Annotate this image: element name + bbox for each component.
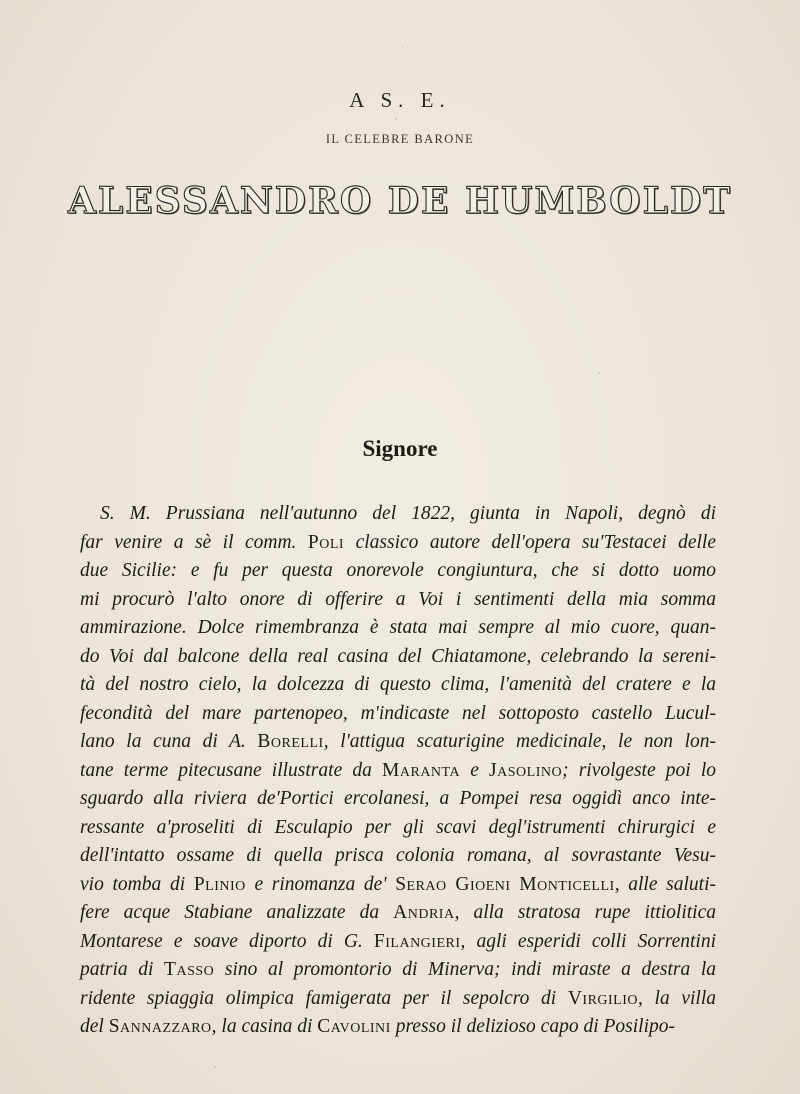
text-run: classico autore dell'opera su'Testacei delle <box>344 531 717 553</box>
text-run: patria di <box>80 959 165 980</box>
text-line <box>80 671 716 700</box>
text-run: due Sicilie: e fu per questa onorevole congiuntura, che si dotto uomo <box>80 560 716 581</box>
text-line <box>80 529 716 558</box>
ornamental-title: ALESSANDRO DE HUMBOLDT <box>68 180 732 222</box>
proper-name: Plinio <box>193 873 246 895</box>
proper-name: Gioeni <box>455 873 511 895</box>
text-run: , la villa <box>638 987 717 1009</box>
text-line <box>80 614 716 643</box>
text-run: fecondità del mare partenopeo, m'indicaste nel sottoposto castello Lucul- <box>80 702 716 724</box>
text-run: do Voi dal balcone della real casina del Chiatamone, celebrando la sereni- <box>80 645 716 667</box>
text-line <box>80 586 716 615</box>
dedication-heading: A S. E. <box>349 88 451 112</box>
proper-name: Andria <box>393 902 455 923</box>
proper-name: Jasolino <box>489 759 563 781</box>
text-run: del <box>80 1016 109 1037</box>
text-line <box>80 956 716 985</box>
text-run: ammirazione. Dolce rimembranza è stata mai sempre al mio cuore, quan- <box>80 617 716 638</box>
letter-body <box>80 500 716 1042</box>
text-line <box>80 500 716 529</box>
text-line <box>80 899 716 928</box>
paper-speck <box>395 118 397 120</box>
text-line <box>80 985 716 1014</box>
text-run: tà del nostro cielo, la dolcezza di questo clima, l'amenità del cratere e la <box>80 674 716 695</box>
text-run: S. M. Prussiana nell'autunno del 1822, giunta in Napoli, degnò di <box>100 503 716 524</box>
text-line <box>80 1013 716 1042</box>
text-run: e <box>460 759 490 781</box>
proper-name: Tasso <box>164 959 215 980</box>
text-line <box>80 842 716 871</box>
paper-speck <box>598 372 600 374</box>
proper-name: Borelli <box>257 731 324 752</box>
text-run: , agli esperidi colli Sorrentini <box>460 930 716 952</box>
text-run <box>511 874 520 895</box>
text-run: Montarese e soave diporto di G. <box>80 930 374 952</box>
paper-speck <box>214 1066 216 1068</box>
proper-name: Virgilio <box>567 987 639 1009</box>
text-line <box>80 700 716 729</box>
proper-name: Maranta <box>382 759 461 781</box>
text-run: , alle saluti- <box>614 873 717 895</box>
text-line <box>80 871 716 900</box>
proper-name: Cavolini <box>317 1016 391 1037</box>
text-line <box>80 557 716 586</box>
text-run: vio tomba di <box>80 873 194 895</box>
salutation: Signore <box>362 436 438 461</box>
text-run: ridente spiaggia olimpica famigerata per il sepolcro di <box>80 987 568 1009</box>
text-line <box>80 643 716 672</box>
text-run: , la casina di <box>211 1016 318 1037</box>
text-run: , l'attigua scaturigine medicinale, le non lon- <box>323 731 717 752</box>
text-line <box>80 757 716 786</box>
proper-name: Filangieri <box>373 930 461 952</box>
proper-name: Poli <box>307 531 345 553</box>
proper-name: Serao <box>395 873 447 895</box>
proper-name: Monticelli <box>519 873 615 895</box>
text-run: sguardo alla riviera de'Portici ercolanesi, a Pompei resa oggidì anco inte- <box>80 788 716 809</box>
text-line <box>80 814 716 843</box>
recipient-line: IL CELEBRE BARONE <box>325 132 475 146</box>
text-line <box>80 928 716 957</box>
proper-name: Sannazzaro <box>108 1016 212 1037</box>
text-line <box>80 785 716 814</box>
text-run: , alla stratosa rupe ittiolitica <box>454 902 716 923</box>
text-run: tane terme pitecusane illustrate da <box>80 759 383 781</box>
text-run: dell'intatto ossame di quella prisca colonia romana, al sovrastante Vesu- <box>80 845 716 866</box>
text-run: mi procurò l'alto onore di offerire a Voi i sentimenti della mia somma <box>80 588 716 610</box>
text-run: e rinomanza de' <box>245 873 396 895</box>
text-run: ; rivolgeste poi lo <box>562 759 716 781</box>
text-line <box>80 728 716 757</box>
text-run: fere acque Stabiane analizzate da <box>80 902 394 923</box>
text-run: lano la cuna di A. <box>80 731 258 752</box>
text-run: sino al promontorio di Minerva; indi miraste a destra la <box>214 959 716 980</box>
text-run: ressante a'proseliti di Esculapio per gli scavi degl'istrumenti chirurgici e <box>80 816 716 838</box>
text-run: presso il delizioso capo di Posilipo- <box>390 1016 676 1037</box>
text-run: far venire a sè il comm. <box>80 531 308 553</box>
paper-speck <box>402 46 403 48</box>
